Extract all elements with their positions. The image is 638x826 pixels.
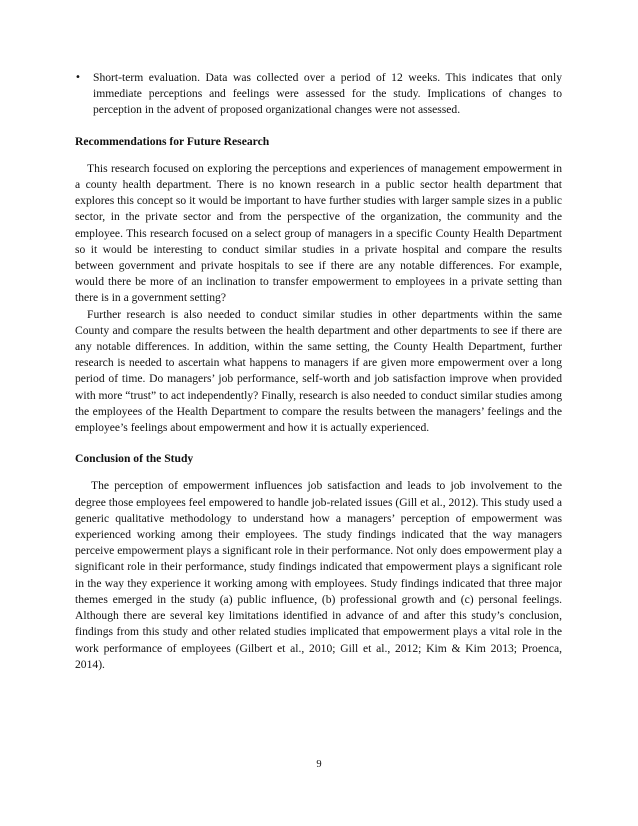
conclusion-paragraph: The perception of empowerment influences job satisfaction and leads to job involvement to the degree those employees feel empowered to handle job-related issues (Gill et al., 2012). This study used a generic qualitative methodology to understand how a managers’ perception of empowerment was experienced working among their employees. The study findings indicated that the way managers perceive empowerment plays a significant role in their performance. Not only does empowerment play a significant role in their performance, study findings indicated that empowerment plays a significant role in the way they experience it working among with employees. Study findings indicated that three major themes emerged in the study (a) public influence, (b) professional growth and (c) personal feelings. Although there are several key limitations identified in advance of and after this study’s conclusion, findings from this study and other related studies implicated that empowerment plays a vital role in the work performance of employees (Gilbert et al., 2010; Gill et al., 2012; Kim & Kim 2013; Proenca, 2014). (75, 479, 562, 671)
limitation-bullet-item (75, 70, 562, 119)
conclusion-heading: Conclusion of the Study (75, 452, 194, 466)
bullet-icon: • (75, 72, 81, 83)
page-number: 9 (316, 759, 322, 770)
recommendations-paragraph-1: This research focused on exploring the perceptions and experiences of management empowerment in a county health department. There is no known research in a public sector health department that explores this concept so it would be important to have further studies with larger sample sizes in a public sector, in the private sector and from the perspective of the organization, the community and the employee. This research focused on a select group of managers in a specific County Health Department so it would be interesting to conduct similar studies in a private hospital and compare the results between government and private hospitals to see if there are any notable differences. For example, would there be more of an inclination to transfer empowerment to employees in a private setting than there is in a government setting? (75, 161, 562, 305)
bullet-text: Short-term evaluation. Data was collected over a period of 12 weeks. This indicates that only immediate perceptions and feelings were assessed for the study. Implications of changes to perception in the advent of proposed organizational changes were not assessed. (93, 71, 562, 117)
recommendations-heading: Recommendations for Future Research (75, 134, 270, 148)
recommendations-paragraph-2: Further research is also needed to conduct similar studies in other departments within the same County and compare the results between the health department and other departments to see if there are any notable differences. In addition, within the same setting, the County Health Department, further research is needed to ascertain what happens to managers if are given more empowerment over a long period of time. Do managers’ job performance, self-worth and job satisfaction improve when provided with more “trust” to act independently? Finally, research is also needed to conduct similar studies among the employees of the Health Department to compare the results between the managers’ feelings and the employee’s feelings about empowerment and how it is actually experienced. (75, 307, 562, 435)
page-content (75, 70, 562, 673)
